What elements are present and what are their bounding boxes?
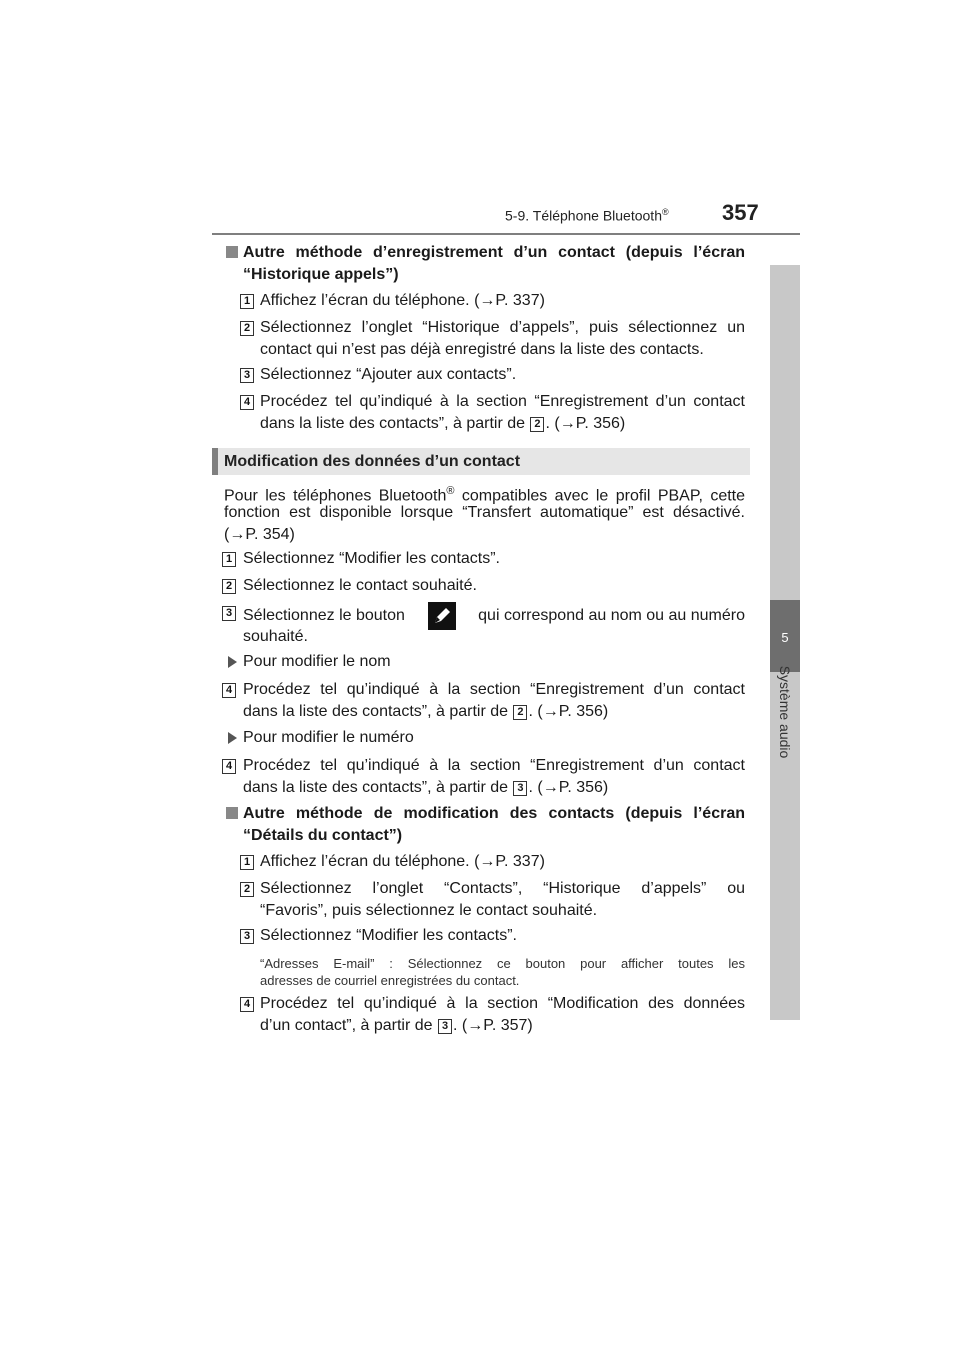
step-text: d’un contact”, à partir de 3 . (→P. 357): [260, 1017, 533, 1034]
step-number-badge: 3: [240, 368, 254, 383]
intro-line2: fonction est disponible lorsque “Transfert automatique” est désactivé.: [224, 504, 745, 521]
block1-heading-line1: Autre méthode d’enregistrement d’un contact (depuis l’écran: [243, 244, 745, 261]
block1-heading-line2: “Historique appels”): [243, 266, 399, 283]
header-section-title: 5-9. Téléphone Bluetooth®: [505, 207, 669, 224]
heading-square-icon: [226, 246, 238, 258]
step-text: Sélectionnez le contact souhaité.: [243, 577, 477, 594]
step-number-badge: 4: [240, 997, 254, 1012]
note-text: “Adresses E-mail” : Sélectionnez ce bouton pour afficher toutes les: [260, 956, 745, 971]
side-tab-number: 5: [781, 630, 789, 645]
step-number-badge: 4: [222, 683, 236, 698]
step-reference-badge: 3: [438, 1019, 452, 1034]
pencil-edit-icon: [428, 602, 456, 630]
intro-line3: (→P. 354): [224, 526, 295, 543]
page-number: 357: [722, 200, 759, 225]
step-number-badge: 1: [240, 855, 254, 870]
step-text: Sélectionnez “Ajouter aux contacts”.: [260, 366, 517, 383]
side-tab-label: Système audio: [777, 665, 793, 759]
note-text: adresses de courriel enregistrées du contact.: [260, 973, 520, 988]
bullet-triangle-icon: [228, 656, 237, 668]
step-text: Sélectionnez “Modifier les contacts”.: [260, 927, 517, 944]
step-number-badge: 4: [222, 759, 236, 774]
step-number-badge: 1: [240, 294, 254, 309]
step-text: souhaité.: [243, 628, 308, 645]
step-number-badge: 2: [240, 321, 254, 336]
header-divider: [212, 233, 800, 235]
block3-heading-line1: Autre méthode de modification des contacts (depuis l’écran: [243, 805, 745, 822]
step-text: contact qui n’est pas déjà enregistré dans la liste des contacts.: [260, 341, 704, 358]
step-text: dans la liste des contacts”, à partir de 2 . (→P. 356): [243, 703, 609, 720]
sub-heading: Pour modifier le nom: [243, 653, 391, 670]
step-text: Sélectionnez l’onglet “Historique d’appels”, puis sélectionnez un: [260, 319, 745, 336]
step-number-badge: 2: [240, 882, 254, 897]
section-title-accent: [212, 448, 218, 475]
block3-heading-line2: “Détails du contact”): [243, 827, 403, 844]
step-reference-badge: 2: [530, 417, 544, 432]
step-text: dans la liste des contacts”, à partir de 2 . (→P. 356): [260, 415, 626, 432]
step-number-badge: 3: [240, 929, 254, 944]
step-text: Sélectionnez “Modifier les contacts”.: [243, 550, 500, 567]
step-text: dans la liste des contacts”, à partir de 3 . (→P. 356): [243, 779, 609, 796]
sub-heading: Pour modifier le numéro: [243, 729, 414, 746]
step-text: Procédez tel qu’indiqué à la section “Modification des données: [260, 995, 745, 1012]
step-text: Sélectionnez l’onglet “Contacts”, “Historique d’appels” ou: [260, 880, 745, 897]
step-text: Procédez tel qu’indiqué à la section “Enregistrement d’un contact: [243, 757, 745, 774]
intro-line1: Pour les téléphones Bluetooth® compatibles avec le profil PBAP, cette: [224, 485, 746, 505]
step-number-badge: 1: [222, 552, 236, 567]
step-number-badge: 3: [222, 606, 236, 621]
step-reference-badge: 3: [513, 781, 527, 796]
step-number-badge: 2: [222, 579, 236, 594]
heading-square-icon: [226, 807, 238, 819]
step-text: Procédez tel qu’indiqué à la section “Enregistrement d’un contact: [243, 681, 745, 698]
step-text: Affichez l’écran du téléphone. (→P. 337): [260, 292, 545, 309]
section-title: Modification des données d’un contact: [224, 453, 521, 470]
bullet-triangle-icon: [228, 732, 237, 744]
step-text: “Favoris”, puis sélectionnez le contact souhaité.: [260, 902, 598, 919]
step-reference-badge: 2: [513, 705, 527, 720]
step-text: Affichez l’écran du téléphone. (→P. 337): [260, 853, 545, 870]
step-text: Procédez tel qu’indiqué à la section “Enregistrement d’un contact: [260, 393, 745, 410]
step-text: Sélectionnez le bouton qui correspond au nom ou au numéro: [243, 602, 745, 630]
step-number-badge: 4: [240, 395, 254, 410]
